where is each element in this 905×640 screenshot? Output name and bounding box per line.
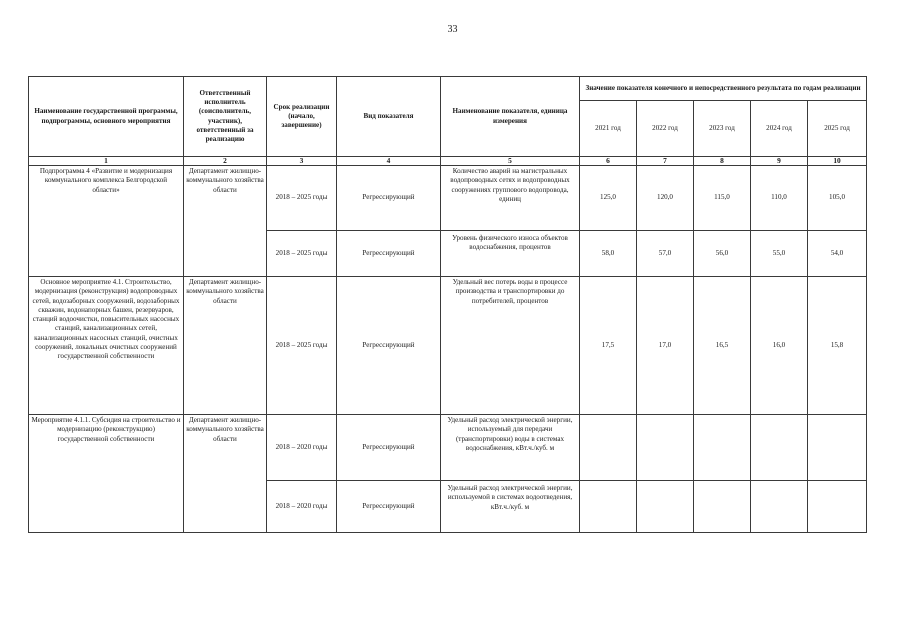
executor-name: Департамент жилищно-коммунального хозяйства области [184, 415, 267, 533]
period-cell: 2018 – 2025 годы [267, 277, 337, 415]
indicator-cell: Уровень физического износа объектов водоснабжения, процентов [441, 231, 580, 277]
column-number-row [29, 157, 867, 166]
header-period: Срок реализации (начало, завершение) [267, 77, 337, 157]
value-cell [694, 481, 751, 533]
value-cell: 54,0 [808, 231, 867, 277]
header-executor: Ответственный исполнитель (соисполнитель, участник), ответственный за реализацию [184, 77, 267, 157]
value-cell [637, 415, 694, 481]
indicators-table [28, 76, 867, 533]
header-year: 2021 год [580, 101, 637, 157]
executor-name: Департамент жилищно-коммунального хозяйства области [184, 277, 267, 415]
value-cell [694, 415, 751, 481]
page-number: 33 [447, 24, 458, 35]
indicator-cell: Удельный вес потерь воды в процессе производства и транспортировки до потребителей, процентов [441, 277, 580, 415]
value-cell: 115,0 [694, 166, 751, 231]
type-cell: Регрессирующий [337, 415, 441, 481]
header-program: Наименование государственной программы, подпрограммы, основного мероприятия [29, 77, 184, 157]
value-cell: 56,0 [694, 231, 751, 277]
value-cell [580, 481, 637, 533]
value-cell: 16,0 [751, 277, 808, 415]
executor-name: Департамент жилищно-коммунального хозяйства области [184, 166, 267, 277]
type-cell: Регрессирующий [337, 231, 441, 277]
type-cell: Регрессирующий [337, 277, 441, 415]
value-cell: 125,0 [580, 166, 637, 231]
column-number: 4 [337, 157, 441, 166]
header-year: 2022 год [637, 101, 694, 157]
value-cell [808, 415, 867, 481]
column-number: 7 [637, 157, 694, 166]
column-number: 2 [184, 157, 267, 166]
value-cell: 16,5 [694, 277, 751, 415]
value-cell: 110,0 [751, 166, 808, 231]
value-cell: 15,8 [808, 277, 867, 415]
value-cell: 105,0 [808, 166, 867, 231]
header-year: 2024 год [751, 101, 808, 157]
indicator-cell: Количество аварий на магистральных водопроводных сетях и водопроводных сооружениях группового водопровода, единиц [441, 166, 580, 231]
period-cell: 2018 – 2020 годы [267, 415, 337, 481]
program-name: Мероприятие 4.1.1. Субсидия на строительство и модернизацию (реконструкцию) государственной собственности [29, 415, 184, 533]
column-number: 6 [580, 157, 637, 166]
period-cell: 2018 – 2020 годы [267, 481, 337, 533]
column-number: 8 [694, 157, 751, 166]
value-cell: 57,0 [637, 231, 694, 277]
header-year: 2025 год [808, 101, 867, 157]
period-cell: 2018 – 2025 годы [267, 166, 337, 231]
program-name: Основное мероприятие 4.1. Строительство, модернизация (реконструкция) водопроводных сетей, водозаборных сооружений, водозаборных скважин, водонапорных башен, резервуаров, станций водоочистки, повысительных насосных станций, канализационных сетей, канализационных насосных станций, очистных сооружений, локальных очистных сооружений государственной собственности [29, 277, 184, 415]
indicator-cell: Удельный расход электрической энергии, используемой в системах водоотведения, кВт.ч./куб. м [441, 481, 580, 533]
value-cell: 17,0 [637, 277, 694, 415]
value-cell: 55,0 [751, 231, 808, 277]
type-cell: Регрессирующий [337, 481, 441, 533]
program-name: Подпрограмма 4 «Развитие и модернизация коммунального комплекса Белгородской области» [29, 166, 184, 277]
value-cell [751, 481, 808, 533]
column-number: 3 [267, 157, 337, 166]
column-number: 1 [29, 157, 184, 166]
header-type: Вид показателя [337, 77, 441, 157]
type-cell: Регрессирующий [337, 166, 441, 231]
header-indicator: Наименование показателя, единица измерения [441, 77, 580, 157]
table-row [29, 415, 867, 481]
value-cell [751, 415, 808, 481]
header-year: 2023 год [694, 101, 751, 157]
value-cell: 17,5 [580, 277, 637, 415]
column-number: 9 [751, 157, 808, 166]
value-cell [808, 481, 867, 533]
table-row [29, 277, 867, 415]
table-row [29, 166, 867, 231]
indicator-cell: Удельный расход электрической энергии, используемый для передачи (транспортировки) воды в системах водоснабжения, кВт.ч./куб. м [441, 415, 580, 481]
header-values-group: Значение показателя конечного и непосредственного результата по годам реализации [580, 77, 867, 101]
column-number: 10 [808, 157, 867, 166]
value-cell [580, 415, 637, 481]
value-cell: 58,0 [580, 231, 637, 277]
column-number: 5 [441, 157, 580, 166]
value-cell [637, 481, 694, 533]
period-cell: 2018 – 2025 годы [267, 231, 337, 277]
header-row [29, 77, 867, 101]
value-cell: 120,0 [637, 166, 694, 231]
